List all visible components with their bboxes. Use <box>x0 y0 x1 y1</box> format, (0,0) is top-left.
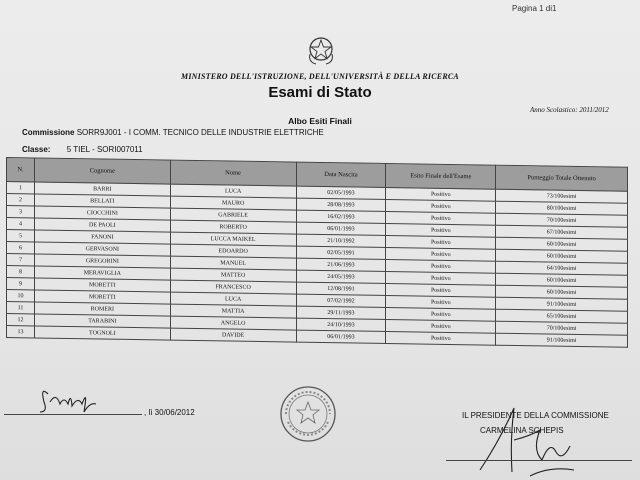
cell-col-number: 5 <box>7 230 35 242</box>
cell-col-birthdate: 02/05/1991 <box>296 246 386 259</box>
cell-col-birthdate: 06/01/1993 <box>296 222 386 235</box>
cell-col-number: 13 <box>7 326 35 338</box>
cell-col-outcome: Positivo <box>386 259 496 273</box>
cell-col-number: 11 <box>7 302 35 314</box>
cell-col-outcome: Positivo <box>386 187 496 201</box>
cell-col-outcome: Positivo <box>386 247 496 261</box>
cell-col-name: FRANCESCO <box>170 280 296 294</box>
cell-col-outcome: Positivo <box>386 223 496 237</box>
table-body <box>7 182 628 348</box>
cell-col-birthdate: 06/01/1993 <box>296 330 386 343</box>
president-title: IL PRESIDENTE DELLA COMMISSIONE <box>462 411 609 420</box>
cell-col-number: 1 <box>7 182 35 194</box>
cell-col-score: 60/100esimi <box>496 249 628 263</box>
cell-col-name: MATTEO <box>170 268 296 282</box>
cell-col-score: 91/100esimi <box>496 297 628 311</box>
cell-col-outcome: Positivo <box>386 271 496 285</box>
cell-col-birthdate: 21/06/1993 <box>296 258 386 271</box>
cell-col-name: LUCA <box>170 184 296 198</box>
cell-col-score: 64/100esimi <box>496 261 628 275</box>
cell-col-outcome: Positivo <box>386 307 496 321</box>
commission-label: Commissione <box>22 128 75 137</box>
cell-col-score: 70/100esimi <box>496 321 628 335</box>
place-date: , lì 30/06/2012 <box>144 408 195 417</box>
signature-line-left <box>4 414 142 415</box>
cell-col-score: 70/100esimi <box>496 213 628 227</box>
cell-col-number: 10 <box>7 290 35 302</box>
cell-col-birthdate: 21/10/1992 <box>296 234 386 247</box>
cell-col-name: ROBERTO <box>170 220 296 234</box>
official-stamp-icon <box>278 384 338 444</box>
cell-col-birthdate: 24/05/1993 <box>296 270 386 283</box>
cell-col-surname: TOGNOLI <box>34 326 170 340</box>
cell-col-birthdate: 07/02/1992 <box>296 294 386 307</box>
header-col-name: Nome <box>170 160 296 186</box>
cell-col-outcome: Positivo <box>386 199 496 213</box>
cell-col-outcome: Positivo <box>386 235 496 249</box>
cell-col-birthdate: 02/05/1993 <box>296 186 386 199</box>
cell-col-name: GABRIELE <box>170 208 296 222</box>
class-line <box>22 145 143 154</box>
class-value: 5 TIEL - SORI007011 <box>66 145 143 154</box>
cell-col-score: 67/100esimi <box>496 225 628 239</box>
header-col-surname: Cognome <box>34 158 170 184</box>
cell-col-score: 60/100esimi <box>496 285 628 299</box>
cell-col-birthdate: 28/08/1993 <box>296 198 386 211</box>
cell-col-outcome: Positivo <box>386 211 496 225</box>
header-col-outcome: Esito Finale dell'Esame <box>386 163 496 189</box>
cell-col-outcome: Positivo <box>386 295 496 309</box>
cell-col-surname: GREGORINI <box>34 254 170 268</box>
cell-col-number: 7 <box>7 254 35 266</box>
header-col-birthdate: Data Nascita <box>296 162 386 187</box>
cell-col-score: 73/100esimi <box>496 189 628 203</box>
commission-line <box>22 128 324 137</box>
commission-value: SORR9J001 - I COMM. TECNICO DELLE INDUSTRIE ELETTRICHE <box>76 128 324 137</box>
cell-col-name: LUCCA MAIKEL <box>170 232 296 246</box>
cell-col-birthdate: 16/02/1993 <box>296 210 386 223</box>
cell-col-number: 12 <box>7 314 35 326</box>
cell-col-number: 4 <box>7 218 35 230</box>
ministry-heading: MINISTERO DELL'ISTRUZIONE, DELL'UNIVERSITÀ E DELLA RICERCA <box>181 72 459 81</box>
cell-col-name: EDOARDO <box>170 244 296 258</box>
cell-col-number: 9 <box>7 278 35 290</box>
school-year: Anno Scolastico: 2011/2012 <box>530 106 609 114</box>
cell-col-name: MANUEL <box>170 256 296 270</box>
header-col-number: N. <box>7 158 35 182</box>
page-title: Esami di Stato <box>268 84 372 101</box>
cell-col-surname: MORETTI <box>34 278 170 292</box>
cell-col-name: DAVIDE <box>170 328 296 342</box>
cell-col-surname: MERAVIGLIA <box>34 266 170 280</box>
president-signature-icon <box>470 400 580 480</box>
cell-col-score: 80/100esimi <box>496 201 628 215</box>
cell-col-outcome: Positivo <box>386 283 496 297</box>
cell-col-name: MAURO <box>170 196 296 210</box>
cell-col-score: 91/100esimi <box>496 333 628 347</box>
cell-col-name: MATTIA <box>170 304 296 318</box>
cell-col-birthdate: 29/11/1993 <box>296 306 386 319</box>
cell-col-surname: DE PAOLI <box>34 218 170 232</box>
cell-col-surname: ROMERI <box>34 302 170 316</box>
cell-col-surname: BELLATI <box>34 194 170 208</box>
president-name: CARMELINA SCHEPIS <box>480 426 564 435</box>
cell-col-outcome: Positivo <box>386 331 496 345</box>
header-col-score: Punteggio Totale Ottenuto <box>496 165 628 191</box>
cell-col-surname: MORETTI <box>34 290 170 304</box>
cell-col-birthdate: 24/10/1993 <box>296 318 386 331</box>
cell-col-birthdate: 12/08/1991 <box>296 282 386 295</box>
cell-col-surname: FANONI <box>34 230 170 244</box>
cell-col-name: ANGELO <box>170 316 296 330</box>
cell-col-number: 2 <box>7 194 35 206</box>
cell-col-surname: CIOCCHINI <box>34 206 170 220</box>
cell-col-surname: GERVASONI <box>34 242 170 256</box>
cell-col-number: 8 <box>7 266 35 278</box>
cell-col-name: LUCA <box>170 292 296 306</box>
cell-col-score: 60/100esimi <box>496 273 628 287</box>
secretary-signature-icon <box>38 382 98 416</box>
republic-emblem-icon <box>306 34 336 66</box>
cell-col-score: 65/100esimi <box>496 309 628 323</box>
cell-col-number: 6 <box>7 242 35 254</box>
cell-col-number: 3 <box>7 206 35 218</box>
results-table <box>6 157 628 348</box>
class-label: Classe: <box>22 145 51 154</box>
cell-col-surname: BARRI <box>34 182 170 196</box>
subtitle: Albo Esiti Finali <box>288 116 352 126</box>
page-number: Pagina 1 di1 <box>512 4 557 13</box>
signature-line-right <box>446 460 632 461</box>
cell-col-score: 60/100esimi <box>496 237 628 251</box>
cell-col-outcome: Positivo <box>386 319 496 333</box>
cell-col-surname: TARABINI <box>34 314 170 328</box>
